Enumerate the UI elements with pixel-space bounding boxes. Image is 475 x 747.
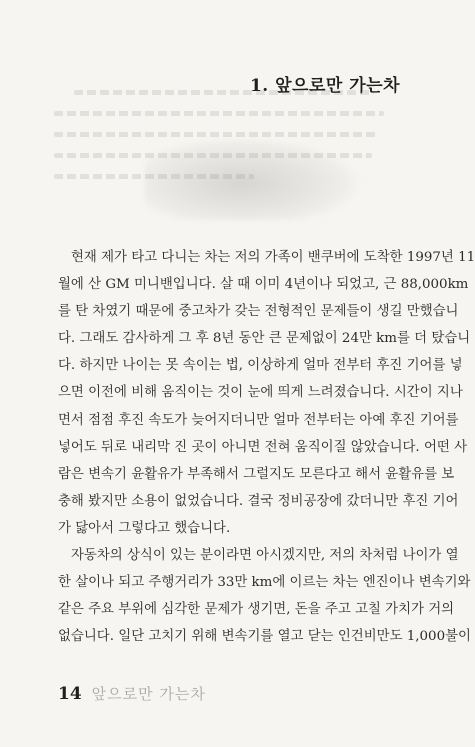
text-line: 다. 그래도 감사하게 그 후 8년 동안 큰 문제없이 24만 km를 더 탔습니: [58, 331, 471, 347]
text-line: 자동차의 상식이 있는 분이라면 아시겠지만, 저의 차처럼 나이가 열: [71, 548, 459, 564]
text-line: 를 탄 차였기 때문에 중고차가 갖는 전형적인 문제들이 생길 만했습니: [58, 304, 459, 320]
text-line: 면서 점점 후진 속도가 늦어지더니만 얼마 전부터는 아예 후진 기어를: [58, 412, 459, 428]
page-number: 14: [58, 684, 82, 704]
page-footer: [58, 683, 206, 704]
text-line: 으면 이전에 비해 움직이는 것이 눈에 띄게 느려졌습니다. 시간이 지나: [58, 385, 463, 401]
body-text: [58, 244, 475, 650]
text-line: 충해 봤지만 소용이 없었습니다. 결국 정비공장에 갔더니만 후진 기어: [58, 493, 459, 509]
text-line: 같은 주요 부위에 심각한 문제가 생기면, 돈을 주고 고칠 가치가 거의: [58, 602, 455, 618]
text-line: 가 닳아서 그렇다고 했습니다.: [58, 520, 231, 536]
text-line: 없습니다. 일단 고치기 위해 변속기를 열고 닫는 인건비만도 1,000불이: [58, 629, 471, 645]
text-line: 람은 변속기 윤활유가 부족해서 그럴지도 모른다고 해서 윤활유를 보: [58, 466, 455, 482]
running-head: 앞으로만 가는차: [91, 685, 206, 703]
text-line: 월에 산 GM 미니밴입니다. 살 때 이미 4년이나 되었고, 근 88,000km: [58, 277, 469, 293]
text-line: 현재 제가 타고 다니는 차는 저의 가족이 밴쿠버에 도착한 1997년 11: [71, 250, 475, 265]
chapter-title: 1. 앞으로만 가는차: [249, 76, 400, 96]
decorative-smudge: [145, 138, 360, 220]
text-line: 넣어도 뒤로 내리막 진 곳이 아니면 전혀 움직이질 않았습니다. 어떤 사: [58, 439, 468, 455]
text-line: 다. 하지만 나이는 못 속이는 법, 이상하게 얼마 전부터 후진 기어를 넣: [58, 358, 463, 374]
text-line: 한 살이나 되고 주행거리가 33만 km에 이르는 차는 엔진이나 변속기와: [58, 575, 471, 591]
